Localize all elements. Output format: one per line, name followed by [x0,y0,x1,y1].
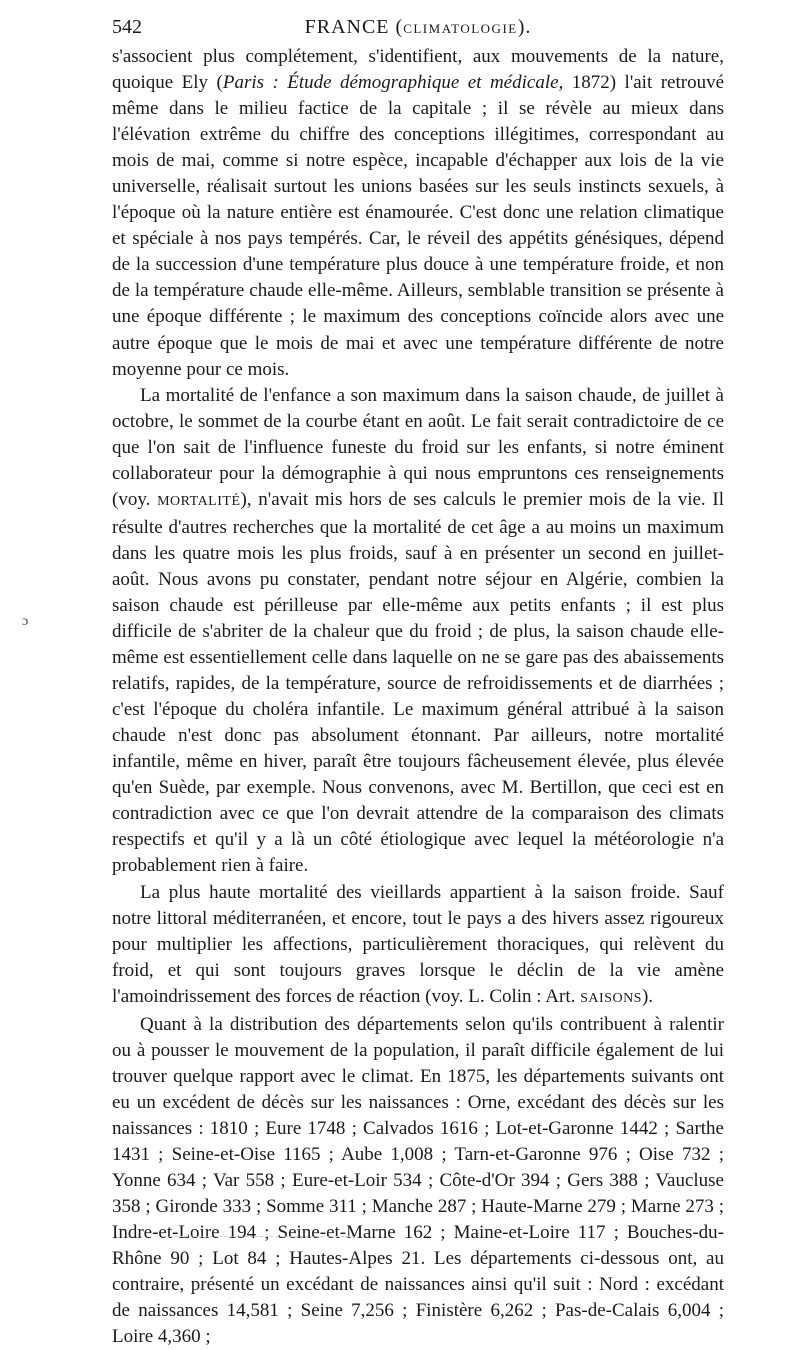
paragraph-3-text-a: La plus haute mortalité des vieillards appartient à la saison froide. Sauf notre littoral méditerranéen, et encore, tout le pays a des hivers assez rigoureux pour multiplier les affections, particulièrement thoraciques, qui relèvent du froid, et qui sont toujours graves lorsque le déclin de la vie amène l'amoindrissement des forces de réaction (voy. L. Colin : Art. [112,881,724,1007]
running-head [112,14,724,42]
body-text [112,44,724,1350]
page-number: 542 [112,16,142,38]
margin-mark: ɔ [22,614,29,629]
page [112,14,724,1350]
paragraph-3-text-b: ). [641,985,654,1007]
paragraph-1-text-b: 1872) l'ait retrouvé même dans le milieu factice de la capitale ; il se révèle au mieux dans l'élévation extrême du chiffre des conceptions illégitimes, correspondant au mois de mai, comme si notre espèce, incapable d'échapper aux lois de la vie universelle, réalisait surtout les unions basées sur les seuls instincts sexuels, à l'époque où la nature entière est énamourée. C'est donc une relation climatique et spéciale à nos pays tempérés. Car, le réveil des appétits génésiques, dépend de la succession d'une température plus douce à une température froide, et non de la température chaude elle-même. Ailleurs, semblable transition se présente à une époque différente ; le maximum des conceptions coïncide alors avec une autre époque que le mois de mai et avec une température différente de notre moyenne pour ce mois. [112,72,724,380]
running-head-main: FRANCE [304,16,390,38]
faint-bleed-through-line [164,1236,354,1237]
running-head-paren-close: ). [517,16,532,38]
paragraph-1-citation: Paris : Étude démographique et médicale, [222,72,564,94]
paragraph-3 [112,880,724,1012]
paragraph-2-text-a: La mortalité de l'enfance a son maximum dans la saison chaude, de juillet à octobre, le sommet de la courbe étant en août. Le fait serait contradictoire de ce que l'on sait de l'influence funeste du froid sur les enfants, si notre éminent collaborateur pour la démographie à qui nous empruntons ces renseignements (voy. [112,384,724,510]
paragraph-1-text-a: s'associent plus complétement, s'identifient, aux mouvements de la nature, quoique Ely ( [112,46,724,94]
paragraph-2-text-b: ), n'avait mis hors de ses calculs le premier mois de la vie. Il résulte d'autres recherches que la mortalité de cet âge a au moins un maximum dans les quatre mois les plus froids, sauf à en présenter un second en juillet-août. Nous avons pu constater, pendant notre séjour en Algérie, combien la saison chaude est périlleuse par elle-même aux petits enfants ; il est plus difficile de s'abriter de la chaleur que du froid ; de plus, la saison chaude elle-même est essentiellement celle dans laquelle on ne se gare pas des abaissements relatifs, rapides, de la température, source de refroidissements et de diarrhées ; c'est l'époque du choléra infantile. Le maximum général attribué à la saison chaude n'est donc pas absolument étonnant. Par ailleurs, notre mortalité infantile, même en hiver, paraît être toujours fâcheusement élevée, plus élevée qu'en Suède, par exemple. Nous convenons, avec M. Bertillon, que ceci est en contradiction avec ce que l'on devrait attendre de la comparaison des climats respectifs et qu'il y a là un côté étiologique avec lequel la météorologie n'a probablement rien à faire. [112,488,724,877]
running-head-paren-open: ( [389,16,404,38]
page-header [112,14,724,40]
paragraph-4 [112,1012,724,1350]
paragraph-2-crossref: MORTALITÉ [157,493,241,509]
running-head-sub: CLIMATOLOGIE [403,21,518,36]
paragraph-4-text: Quant à la distribution des départements selon qu'ils contribuent à ralentir ou à pousser le mouvement de la population, il paraît difficile également de lui trouver quelque rapport avec le climat. En 1875, les départements suivants ont eu un excédent de décès sur les naissances : Orne, excédant des décès sur les naissances : 1810 ; Eure 1748 ; Calvados 1616 ; Lot-et-Garonne 1442 ; Sarthe 1431 ; Seine-et-Oise 1165 ; Aube 1,008 ; Tarn-et-Garonne 976 ; Oise 732 ; Yonne 634 ; Var 558 ; Eure-et-Loir 534 ; Côte-d'Or 394 ; Gers 388 ; Vaucluse 358 ; Gironde 333 ; Somme 311 ; Manche 287 ; Haute-Marne 279 ; Marne 273 ; Indre-et-Loire 194 ; Seine-et-Marne 162 ; Maine-et-Loire 117 ; Bouches-du-Rhône 90 ; Lot 84 ; Hautes-Alpes 21. Les départements ci-dessous ont, au contraire, présenté un excédant de naissances ainsi qu'il suit : Nord : excédant de naissances 14,581 ; Seine 7,256 ; Finistère 6,262 ; Pas-de-Calais 6,004 ; Loire 4,360 ; [112,1013,724,1348]
paragraph-2 [112,383,724,880]
paragraph-1 [112,44,724,383]
paragraph-3-crossref: SAISONS [580,990,642,1006]
